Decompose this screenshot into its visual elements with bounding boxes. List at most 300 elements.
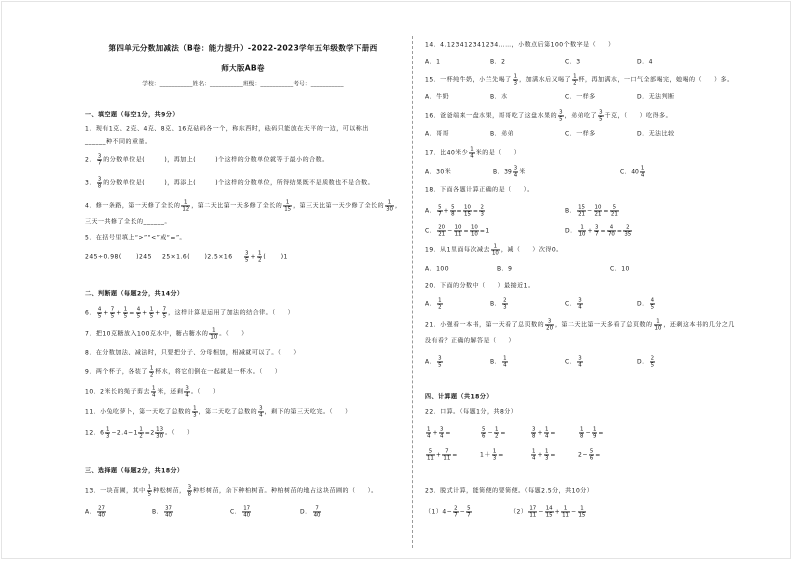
text-run: D．无法比较 xyxy=(637,130,675,138)
question-9 xyxy=(85,365,281,378)
text-run: 22．口算。（每题1分，共8分） xyxy=(425,408,518,416)
fraction xyxy=(437,204,442,217)
text-run: A． xyxy=(425,207,437,215)
fraction-denominator: 40 xyxy=(313,512,321,519)
fraction-denominator: 4 xyxy=(151,392,156,399)
text-run: B．水 xyxy=(490,93,508,101)
text-run: B．2 xyxy=(490,58,506,66)
question-17 xyxy=(425,146,520,159)
mixed-number-whole: 2 xyxy=(150,429,155,437)
fraction-numerator: 1 xyxy=(123,306,128,313)
fraction-numerator: 1 xyxy=(149,306,154,313)
question-5 xyxy=(85,234,186,242)
fraction-denominator: 11 xyxy=(427,455,434,462)
question-14-option-d xyxy=(637,58,653,66)
fraction-numerator: 1 xyxy=(580,426,584,433)
section-heading-fill-in: 一、填空题（每空1分，共9分） xyxy=(85,111,179,119)
fraction-denominator: 15 xyxy=(464,211,471,218)
question-5-item-2 xyxy=(162,253,233,261)
text-run: 12． xyxy=(85,429,101,437)
fraction-denominator: 15 xyxy=(578,512,586,519)
fraction xyxy=(437,355,442,368)
fraction-denominator: 7 xyxy=(467,512,471,519)
fraction-denominator: 5 xyxy=(650,362,655,369)
fraction xyxy=(650,297,655,310)
question-19 xyxy=(425,243,563,256)
fraction-numerator: 10 xyxy=(594,204,602,211)
fraction xyxy=(502,355,507,368)
fraction-numerator: 1 xyxy=(544,448,549,455)
text-run: C． xyxy=(565,300,577,308)
question-21-line-1 xyxy=(425,318,735,331)
fraction xyxy=(640,165,645,178)
fraction-numerator: 1 xyxy=(470,146,474,153)
text-run: = xyxy=(603,207,609,215)
fraction-numerator: 17 xyxy=(243,505,251,512)
question-22 xyxy=(425,408,517,416)
fraction-numerator: 4 xyxy=(97,306,102,313)
text-run: B．9 xyxy=(497,265,513,273)
question-5-item-1 xyxy=(85,253,152,261)
text-run: 杯水，将它们倒在一起就是一杯水。（ ） xyxy=(155,368,282,376)
fraction-denominator: 6 xyxy=(482,433,486,440)
text-run: 1．现有1克、2克、4克、8克、16克砝码各一个，称东西时，砝码只能放在天平的一边，可以称出 xyxy=(85,125,369,133)
fraction-denominator: 6 xyxy=(589,455,594,462)
text-run: − xyxy=(585,429,591,437)
text-run: + xyxy=(250,253,256,261)
text-run: B． xyxy=(490,358,502,366)
fraction-numerator: 4 xyxy=(607,224,616,231)
text-run: A． xyxy=(85,508,97,516)
question-17-option-a xyxy=(425,168,451,176)
question-14 xyxy=(425,41,615,49)
fraction xyxy=(592,426,597,439)
fraction xyxy=(528,505,537,518)
fraction-denominator: 5 xyxy=(559,116,563,123)
fraction-denominator: 4 xyxy=(544,433,549,440)
text-run: 6． xyxy=(85,309,96,317)
text-run: 19．从1里面每次减去 xyxy=(425,246,490,254)
text-run: 三天一共修了全长的______。 xyxy=(85,218,172,226)
mental-math-item-7 xyxy=(530,448,556,461)
fraction xyxy=(162,306,167,319)
text-run: ，剩下的第三天吃完。（ ） xyxy=(264,408,352,416)
mental-math-item-3 xyxy=(530,426,556,439)
fraction xyxy=(463,204,472,217)
fraction xyxy=(610,204,619,217)
fraction-denominator: 4 xyxy=(439,433,444,440)
fraction-denominator: 9 xyxy=(592,433,597,440)
mixed-number-whole: 40 xyxy=(631,168,639,176)
mental-math-item-8 xyxy=(578,448,601,461)
section-heading-true-false: 二、判断题（每题2分，共14分） xyxy=(85,290,184,298)
text-run: D． xyxy=(565,227,577,235)
fraction-denominator: 35 xyxy=(624,231,632,238)
fraction-numerator: 7 xyxy=(162,306,167,313)
text-run: = xyxy=(472,207,479,215)
text-run: = xyxy=(598,429,604,437)
text-run: = xyxy=(616,227,623,235)
text-run: 20．下面的分数中（ ）最接近1。 xyxy=(425,282,535,290)
text-run: = xyxy=(550,429,556,437)
fraction xyxy=(513,73,518,86)
question-15-option-c xyxy=(565,93,596,101)
text-run: D．4 xyxy=(637,58,653,66)
text-run: C．10 xyxy=(610,265,630,273)
text-run: 5．在括号里填上“>”“<”或“=”。 xyxy=(85,234,187,242)
text-run: = xyxy=(500,429,506,437)
fraction-denominator: 21 xyxy=(610,211,618,218)
fraction xyxy=(623,224,632,237)
fraction xyxy=(481,426,486,439)
fraction-numerator: 4 xyxy=(136,306,141,313)
student-info-line: 学校：___________姓名：___________班级：___________考号：___________ xyxy=(142,81,344,88)
text-run: + xyxy=(432,429,438,437)
fraction-denominator: 4 xyxy=(532,455,536,462)
fraction-denominator: 12 xyxy=(182,206,190,213)
fraction-denominator: 15 xyxy=(284,206,292,213)
fraction-numerator: 1 xyxy=(181,199,190,206)
text-run: = xyxy=(445,429,451,437)
fraction xyxy=(654,318,663,331)
fraction-denominator: 5 xyxy=(136,313,141,320)
text-run: A．100 xyxy=(425,265,450,273)
fraction-numerator: 5 xyxy=(426,448,435,455)
fraction xyxy=(453,505,458,518)
fraction xyxy=(545,318,554,331)
text-run: 。（ ） xyxy=(190,388,220,396)
fraction xyxy=(578,505,587,518)
text-run: C． xyxy=(425,227,437,235)
fraction xyxy=(494,426,499,439)
mental-math-item-1 xyxy=(425,426,451,439)
mental-math-item-4 xyxy=(578,426,604,439)
fraction-denominator: 5 xyxy=(245,257,249,264)
fraction-numerator: 2 xyxy=(454,505,458,512)
fraction xyxy=(437,224,446,237)
fraction xyxy=(97,505,106,518)
text-run: 。（ ） xyxy=(165,429,194,437)
text-run: D． xyxy=(637,300,649,308)
fraction xyxy=(650,355,655,368)
fraction xyxy=(151,385,156,398)
text-run: − xyxy=(570,508,577,516)
fraction-denominator: 5 xyxy=(123,313,128,320)
fraction xyxy=(123,306,128,319)
fraction-numerator: 2 xyxy=(480,204,484,211)
fraction-denominator: 2 xyxy=(257,257,262,264)
text-run: 18．下面各题计算正确的是（ ）。 xyxy=(425,186,534,194)
question-13-option-b xyxy=(152,505,174,518)
fraction xyxy=(479,204,484,217)
fraction xyxy=(164,505,173,518)
fraction-numerator: 3 xyxy=(599,109,603,116)
text-run: + xyxy=(103,309,109,317)
question-21-option-b xyxy=(490,355,509,368)
fraction xyxy=(136,306,141,319)
text-run: 21．小强看一本书，第一天看了总页数的 xyxy=(425,321,545,329)
fraction-denominator: 4 xyxy=(185,392,189,399)
fraction-denominator: 10 xyxy=(654,325,662,332)
question-14-option-b xyxy=(490,58,505,66)
fraction-denominator: 2 xyxy=(149,372,154,379)
text-run: = xyxy=(452,451,458,459)
text-run: 。（ ） xyxy=(219,330,248,338)
question-20-option-b xyxy=(490,297,509,310)
fraction-denominator: 2 xyxy=(139,433,143,440)
fraction-denominator: 11 xyxy=(443,455,451,462)
text-run: 11．小兔吃萝卜，第一天吃了总数的 xyxy=(85,408,192,416)
fraction-numerator: 1 xyxy=(151,385,156,392)
question-18-option-a xyxy=(425,204,486,217)
fraction xyxy=(244,250,249,263)
fraction-denominator: 2 xyxy=(438,304,442,311)
fraction-denominator: 21 xyxy=(578,211,585,218)
question-19-option-c xyxy=(610,265,630,273)
fraction-denominator: 4 xyxy=(259,412,263,419)
text-run: ，第二天比第一天多修了全长的 xyxy=(191,202,283,210)
fraction xyxy=(242,505,251,518)
fraction-numerator: 3 xyxy=(97,153,102,160)
text-run: A． xyxy=(425,300,437,308)
text-run: C．一样多 xyxy=(565,130,596,138)
fraction xyxy=(579,426,584,439)
fraction-denominator: 5 xyxy=(149,313,154,320)
fraction-denominator: 40 xyxy=(243,512,251,519)
fraction xyxy=(578,224,587,237)
fraction-numerator: 1 xyxy=(257,250,262,257)
text-run: = xyxy=(463,227,469,235)
fraction-numerator: 3 xyxy=(259,405,263,412)
question-4-line-2 xyxy=(85,218,171,226)
fraction-denominator: 3 xyxy=(193,412,197,419)
text-run: 4．修一条路，第一天修了全长的 xyxy=(85,202,181,210)
text-run: = xyxy=(498,451,504,459)
fraction xyxy=(426,448,435,461)
question-8 xyxy=(85,349,300,357)
fraction-numerator: 37 xyxy=(165,505,172,512)
fraction-denominator: 7 xyxy=(454,512,458,519)
text-run: 千克，（ ）吃得多。 xyxy=(604,112,673,120)
question-18-option-c xyxy=(425,224,490,237)
column-divider xyxy=(412,36,413,548)
text-run: 14．4.123412341234……，小数点后第100个数字是（ ） xyxy=(425,41,615,49)
fraction-numerator: 10 xyxy=(464,204,471,211)
fraction xyxy=(594,204,603,217)
fraction-numerator: 1 xyxy=(544,426,549,433)
fraction xyxy=(577,204,586,217)
fraction-denominator: 3 xyxy=(513,80,518,87)
text-run: 种杉树苗，余下种柏树苗。种柏树苗的地占这块苗圃的（ ）。 xyxy=(193,487,378,495)
text-run: + xyxy=(537,451,543,459)
mental-math-item-2 xyxy=(480,426,506,439)
fraction-numerator: 3 xyxy=(513,165,518,172)
fraction-numerator: 5 xyxy=(482,426,486,433)
text-run: 1＋ xyxy=(480,451,491,459)
fraction xyxy=(531,448,536,461)
fraction-denominator: 40 xyxy=(165,512,172,519)
text-run: 2． xyxy=(85,156,96,164)
text-run: 10．2米长的绳子剪去 xyxy=(85,388,150,396)
text-run: ( )1 xyxy=(263,253,288,261)
fraction-numerator: 1 xyxy=(149,365,154,372)
fraction xyxy=(577,297,582,310)
fraction-denominator: 4 xyxy=(513,172,518,179)
mixed-number-whole: 39 xyxy=(504,168,512,176)
fraction-denominator: 4 xyxy=(578,362,582,369)
fraction-denominator: 10 xyxy=(470,231,478,238)
section-heading-multiple-choice: 三、选择题（每题2分，共18分） xyxy=(85,467,184,475)
fraction xyxy=(439,426,444,439)
fraction xyxy=(572,73,577,86)
fraction xyxy=(155,426,164,439)
text-run: + xyxy=(142,309,148,317)
fraction-numerator: 1 xyxy=(513,73,518,80)
fraction-numerator: 1 xyxy=(492,448,497,455)
question-14-option-a xyxy=(425,58,440,66)
fraction-denominator: 11 xyxy=(529,512,537,519)
mixed-number-whole: 6 xyxy=(100,429,104,437)
question-23 xyxy=(425,487,593,495)
text-run: = xyxy=(144,429,151,437)
text-run: + xyxy=(587,227,594,235)
fraction-numerator: 1 xyxy=(640,165,645,172)
fraction-denominator: 4 xyxy=(640,172,645,179)
fraction-denominator: 40 xyxy=(98,512,105,519)
fraction xyxy=(149,306,154,319)
fraction xyxy=(450,204,455,217)
fraction-numerator: 1 xyxy=(438,297,442,304)
fraction-numerator: 3 xyxy=(578,355,582,362)
text-run: D．无法判断 xyxy=(637,93,675,101)
fraction-denominator: 7 xyxy=(97,160,102,167)
text-run: 杯，再加满水，一口气全部喝完，她喝的（ ）多。 xyxy=(578,76,734,84)
text-run: C． xyxy=(565,358,577,366)
question-3 xyxy=(85,176,374,189)
fraction-numerator: 3 xyxy=(245,250,249,257)
fraction xyxy=(110,306,115,319)
fraction-denominator: 30 xyxy=(386,206,393,213)
fraction-numerator: 1 xyxy=(592,426,597,433)
fraction-denominator: 10 xyxy=(578,231,586,238)
question-15-option-a xyxy=(425,93,449,101)
fraction-numerator: 3 xyxy=(532,426,536,433)
fraction-numerator: 13 xyxy=(156,426,163,433)
fraction-numerator: 1 xyxy=(561,505,570,512)
fraction-denominator: 7 xyxy=(595,231,599,238)
text-run: = xyxy=(129,309,135,317)
fraction xyxy=(283,199,292,212)
fraction xyxy=(313,505,322,518)
fraction-denominator: 7 xyxy=(438,211,442,218)
fraction xyxy=(491,243,500,256)
fraction xyxy=(470,224,479,237)
step-calculation-item-2 xyxy=(510,505,587,518)
question-14-option-c xyxy=(565,58,581,66)
fraction-denominator: 10 xyxy=(210,334,218,341)
fraction-numerator: 17 xyxy=(529,505,537,512)
fraction xyxy=(502,297,507,310)
fraction xyxy=(385,199,394,212)
text-run: + xyxy=(116,309,122,317)
question-19-option-a xyxy=(425,265,449,273)
fraction-numerator: 3 xyxy=(185,385,189,392)
fraction xyxy=(558,109,563,122)
fraction xyxy=(544,448,549,461)
fraction-numerator: 10 xyxy=(454,224,462,231)
text-run: B．弟弟 xyxy=(490,130,515,138)
text-run: （1）4− xyxy=(425,508,453,516)
fraction xyxy=(97,176,102,189)
text-run: + xyxy=(443,207,450,215)
question-15-option-d xyxy=(637,93,675,101)
fraction-denominator: 11 xyxy=(562,512,569,519)
text-run: ，第二天比第一天多看了总页数的 xyxy=(555,321,653,329)
fraction-denominator: 5 xyxy=(650,304,655,311)
text-run: ，这样计算是运用了加法的结合律。（ ） xyxy=(168,309,295,317)
fraction xyxy=(544,426,549,439)
text-run: − xyxy=(487,429,493,437)
fraction-numerator: 1 xyxy=(491,243,500,250)
text-run: ，弟弟吃了 xyxy=(564,112,598,120)
question-20 xyxy=(425,282,535,290)
mental-math-item-6 xyxy=(480,448,504,461)
fraction-denominator: 5 xyxy=(162,313,167,320)
text-run: C． xyxy=(620,168,632,176)
fraction-numerator: 1 xyxy=(283,199,292,206)
fraction xyxy=(97,153,102,166)
fraction xyxy=(561,505,570,518)
fraction-numerator: 14 xyxy=(545,505,553,512)
mental-math-item-5 xyxy=(425,448,458,461)
question-6 xyxy=(85,306,294,319)
text-run: ，减（ ）次得0。 xyxy=(500,246,563,254)
text-run: ，还剩这本书的几分之几 xyxy=(663,321,735,329)
question-7 xyxy=(85,327,248,340)
text-run: + xyxy=(435,451,442,459)
text-run: 8．在分数加法、减法时，只要把分子、分母相加，相减就可以了。（ ） xyxy=(85,349,300,357)
question-13-option-c xyxy=(230,505,252,518)
fraction-numerator: 10 xyxy=(470,224,478,231)
fraction-denominator: 4 xyxy=(578,304,582,311)
text-run: 种松树苗， xyxy=(153,487,186,495)
question-21-option-a xyxy=(425,355,444,368)
text-run: = xyxy=(550,451,556,459)
question-21-option-c xyxy=(565,355,584,368)
fraction xyxy=(513,165,518,178)
question-18-option-b xyxy=(565,204,620,217)
fraction-numerator: 5 xyxy=(451,204,455,211)
text-run: 没有看？正确的解答是（ ） xyxy=(425,337,516,345)
question-18 xyxy=(425,186,534,194)
question-15-option-b xyxy=(490,93,508,101)
text-run: 3． xyxy=(85,179,96,187)
text-run: − xyxy=(586,207,593,215)
question-16-option-c xyxy=(565,130,596,138)
text-run: D． xyxy=(637,358,649,366)
fraction xyxy=(437,297,442,310)
fraction-numerator: 1 xyxy=(573,73,577,80)
question-1-line-2 xyxy=(85,138,152,146)
fraction-denominator: 10 xyxy=(491,250,499,257)
fraction-denominator: 30 xyxy=(156,433,163,440)
text-run: −2.4− xyxy=(111,429,134,437)
fraction-denominator: 5 xyxy=(147,491,152,498)
question-20-option-d xyxy=(637,297,656,310)
fraction-numerator: 2 xyxy=(623,224,632,231)
fraction xyxy=(187,484,192,497)
fraction-denominator: 70 xyxy=(607,231,615,238)
